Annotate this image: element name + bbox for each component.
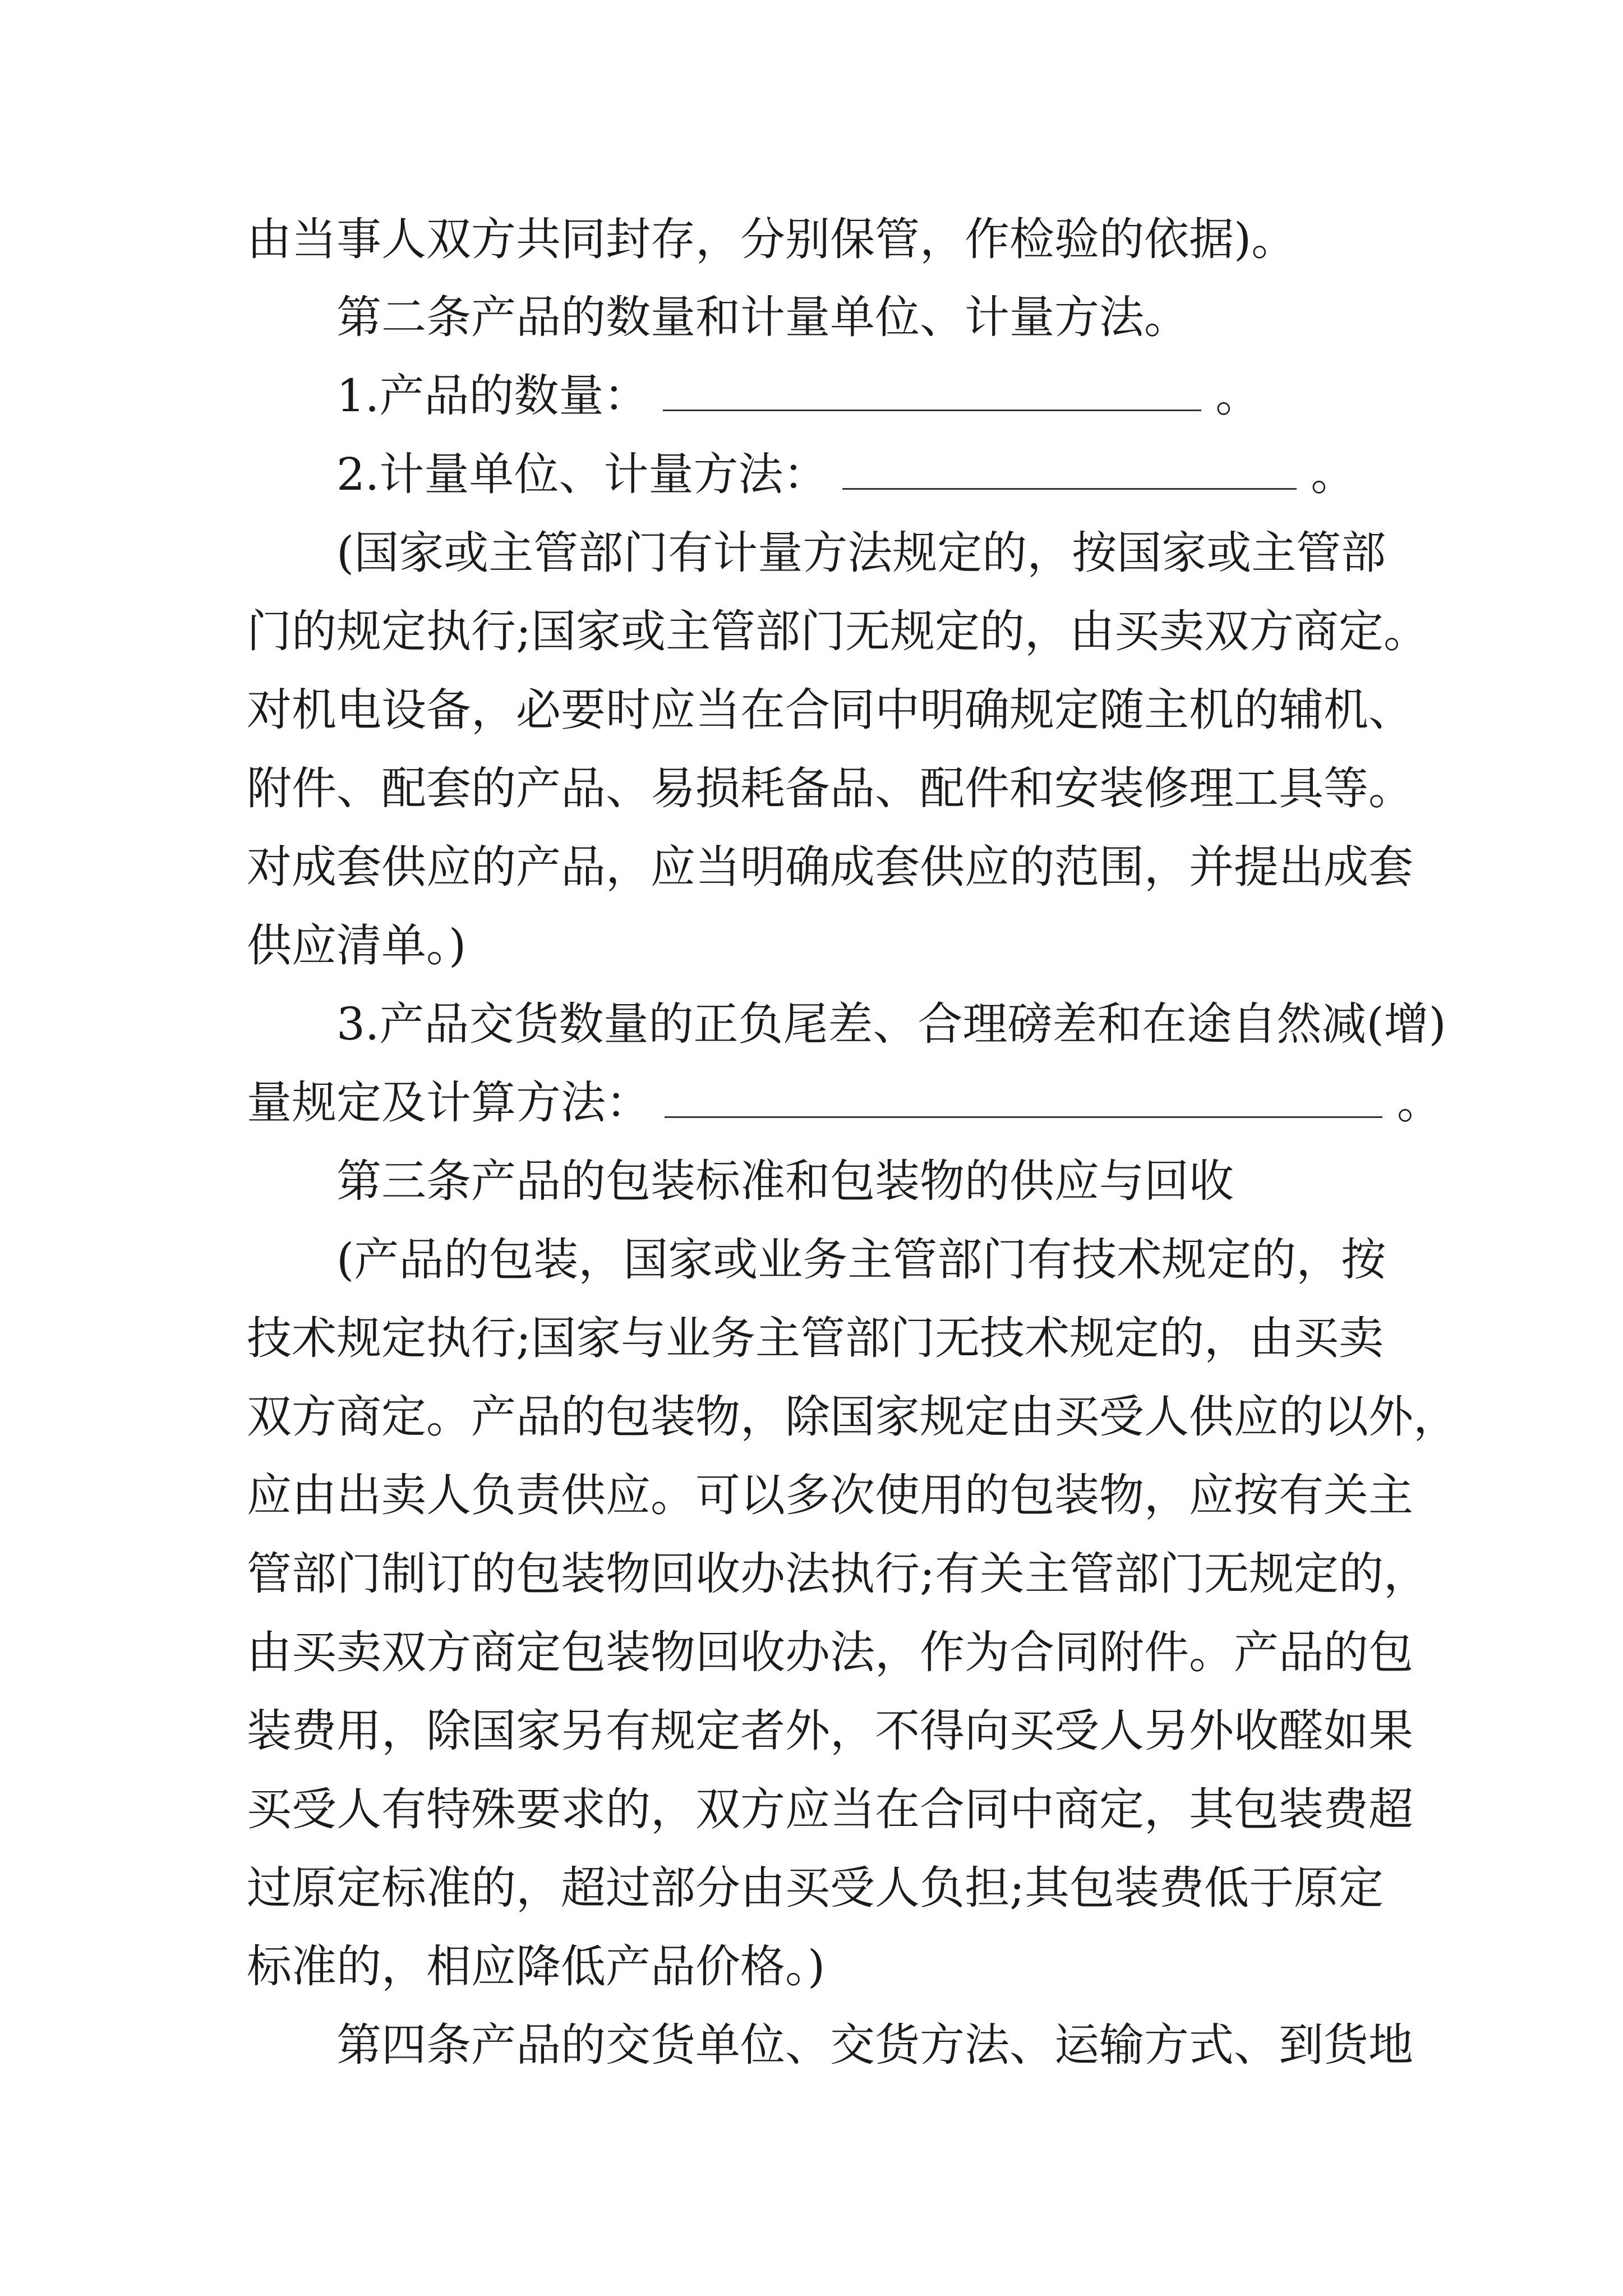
line-text: 2.计量单位、计量方法： <box>336 448 828 500</box>
line-text: 。 <box>1396 1076 1442 1129</box>
item-tolerance-continued <box>247 1064 1442 1142</box>
item-product-quantity <box>336 357 1260 435</box>
line-text: 第三条产品的包装标准和包装物的供应与回收 <box>336 1155 1234 1207</box>
line-text: 对机电设备，必要时应当在合同中明确规定随主机的辅机、 <box>247 684 1413 736</box>
line-text: 对成套供应的产品，应当明确成套供应的范围，并提出成套 <box>247 841 1413 893</box>
fill-in-blank[interactable] <box>663 370 1201 411</box>
line-text: 第二条产品的数量和计量单位、计量方法。 <box>336 291 1189 343</box>
line-text: 标准的，相应降低产品价格。) <box>247 1940 826 1993</box>
paragraph-line <box>247 1849 1384 1927</box>
paragraph-line <box>247 1378 1458 1456</box>
paragraph-line <box>247 907 466 985</box>
fill-in-blank[interactable] <box>842 449 1297 490</box>
line-text: 量规定及计算方法： <box>247 1076 651 1129</box>
line-text: 装费用，除国家另有规定者外，不得向买受人另外收醛如果 <box>247 1705 1413 1757</box>
paragraph-line <box>247 671 1413 749</box>
line-text: (国家或主管部门有计量方法规定的，按国家或主管部 <box>336 527 1386 579</box>
paragraph-line <box>247 1456 1413 1535</box>
line-text: 附件、配套的产品、易损耗备品、配件和安装修理工具等。 <box>247 762 1413 815</box>
paragraph-line <box>247 828 1413 907</box>
line-text: 过原定标准的，超过部分由买受人负担;其包装费低于原定 <box>247 1862 1384 1914</box>
line-text: 技术规定执行;国家与业务主管部门无技术规定的，由买卖 <box>247 1312 1384 1364</box>
line-text: 买受人有特殊要求的，双方应当在合同中商定，其包装费超 <box>247 1783 1413 1835</box>
paragraph-line <box>247 1692 1413 1770</box>
line-text: 供应清单。) <box>247 919 467 972</box>
paragraph-line <box>336 514 1386 592</box>
line-text: (产品的包装，国家或业务主管部门有技术规定的，按 <box>336 1234 1386 1286</box>
fill-in-blank[interactable] <box>665 1077 1382 1118</box>
article-2-heading <box>336 278 1189 357</box>
paragraph-line <box>247 749 1413 828</box>
line-text: 双方商定。产品的包装物，除国家规定由买受人供应的以外， <box>247 1391 1458 1443</box>
item-tolerance <box>336 985 1446 1064</box>
line-text: 由买卖双方商定包装物回收办法，作为合同附件。产品的包 <box>247 1626 1413 1678</box>
line-text: 3.产品交货数量的正负尾差、合理磅差和在途自然减(增) <box>336 998 1446 1050</box>
line-text: 。 <box>1311 448 1356 500</box>
line-text: 。 <box>1215 370 1261 422</box>
paragraph-line <box>247 1535 1428 1613</box>
article-4-heading <box>336 2006 1413 2085</box>
paragraph-line <box>247 1770 1413 1849</box>
item-measurement-unit <box>336 435 1355 514</box>
paragraph-line <box>247 1927 825 2006</box>
line-text: 门的规定执行;国家或主管部门无规定的，由买卖双方商定。 <box>247 605 1428 657</box>
paragraph-line <box>247 200 1296 279</box>
paragraph-line <box>247 1613 1413 1692</box>
paragraph-line <box>336 1221 1386 1299</box>
paragraph-line <box>247 1299 1384 1378</box>
line-text: 管部门制订的包装物回收办法执行;有关主管部门无规定的， <box>247 1548 1428 1600</box>
paragraph-line <box>247 592 1428 671</box>
article-3-heading <box>336 1142 1234 1221</box>
line-text: 第四条产品的交货单位、交货方法、运输方式、到货地 <box>336 2019 1413 2071</box>
line-text: 1.产品的数量： <box>336 370 649 422</box>
line-text: 应由出卖人负责供应。可以多次使用的包装物，应按有关主 <box>247 1469 1413 1521</box>
line-text: 由当事人双方共同封存，分别保管，作检验的依据)。 <box>247 213 1297 265</box>
